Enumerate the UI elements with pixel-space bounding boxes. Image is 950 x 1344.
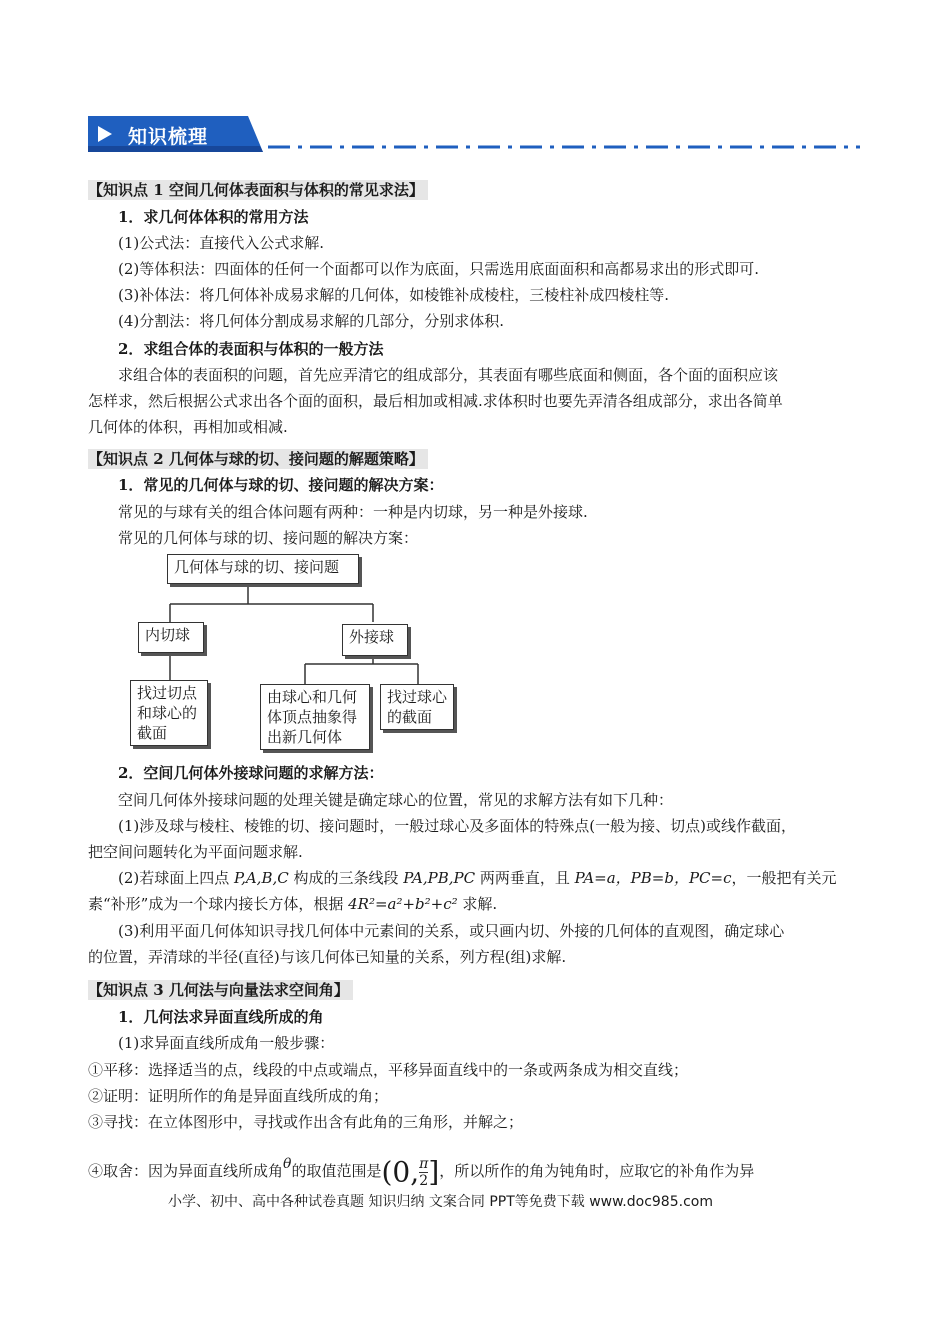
node-line: 找过切点: [137, 684, 198, 702]
s1-subheading-1: 1．求几何体体积的常用方法: [118, 208, 309, 226]
math-interval: [381, 1156, 439, 1189]
s2-para: 把空间问题转化为平面问题求解.: [88, 843, 303, 861]
s2-para: 常见的几何体与球的切、接问题的解决方案：: [118, 529, 419, 547]
diagram-outer-child-node-1: [260, 684, 370, 750]
diagram-root-node: 几何体与球的切、接问题: [167, 554, 359, 584]
s3-para-mixed: [88, 1146, 754, 1189]
s1-subheading-2: 2．求组合体的表面积与体积的一般方法: [118, 340, 384, 358]
s3-subheading-1: 1．几何法求异面直线所成的角: [118, 1008, 324, 1026]
fraction-den: 2: [419, 1172, 429, 1189]
s2-para: (1)涉及球与棱柱、棱锥的切、接问题时，一般过球心及多面体的特殊点(一般为接、切点)或线作截面，: [118, 817, 796, 835]
text: ④取舍：因为异面直线所成角: [88, 1162, 284, 1180]
node-line: 出新几何体: [267, 728, 343, 746]
s2-para: 常见的与球有关的组合体问题有两种：一种是内切球，另一种是外接球.: [118, 503, 588, 521]
page-footer: 小学、初中、高中各种试卷真题 知识归纳 文案合同 PPT等免费下载 www.doc985.com: [168, 1194, 713, 1210]
text: 两两垂直，且: [475, 869, 575, 887]
text: ，一般把有关元: [731, 869, 837, 887]
s2-para: 空间几何体外接球问题的处理关键是确定球心的位置，常见的求解方法有如下几种：: [118, 791, 674, 809]
interval-left: (0,: [381, 1155, 420, 1188]
node-line: 体顶点抽象得: [267, 708, 358, 726]
s3-para: ②证明：证明所作的角是异面直线所成的角；: [88, 1087, 389, 1105]
diagram-outer-child-node-2: [380, 684, 454, 730]
node-line: 找过球心: [387, 688, 448, 706]
s1-para: 几何体的体积，再相加或相减.: [88, 418, 288, 436]
diagram-inner-sphere-node: 内切球: [138, 622, 204, 653]
section-3-heading: 【知识点 3 几何法与向量法求空间角】: [88, 980, 353, 1000]
text: 素“补形”成为一个球内接长方体，根据: [88, 895, 349, 913]
text: 构成的三条线段: [288, 869, 404, 887]
diagram-outer-sphere-node: 外接球: [342, 624, 408, 656]
s2-para: (3)利用平面几何体知识寻找几何体中元素间的关系，或只画内切、外接的几何体的直观图，确定球心: [118, 922, 785, 940]
banner-title: 知识梳理: [128, 126, 209, 148]
section-2-heading: 【知识点 2 几何体与球的切、接问题的解题策略】: [88, 449, 428, 469]
s3-para: ①平移：选择适当的点，线段的中点或端点，平移异面直线中的一条或两条成为相交直线；: [88, 1061, 689, 1079]
s2-subheading-1: 1．常见的几何体与球的切、接问题的解决方案：: [118, 476, 444, 494]
s3-para: (1)求异面直线所成角一般步骤：: [118, 1034, 335, 1052]
s1-para: (4)分割法：将几何体分割成易求解的几部分，分别求体积.: [118, 312, 505, 330]
s3-para: ③寻找：在立体图形中，寻找或作出含有此角的三角形，并解之；: [88, 1113, 524, 1131]
node-line: 和球心的: [137, 704, 198, 722]
math-theta: θ: [283, 1156, 292, 1172]
text: 求解.: [457, 895, 498, 913]
math-formula: 4R²=a²+b²+c²: [348, 895, 458, 913]
s2-para: 的位置，弄清球的半径(直径)与该几何体已知量的关系，列方程(组)求解.: [88, 948, 567, 966]
section-1-heading: 【知识点 1 空间几何体表面积与体积的常见求法】: [88, 180, 428, 200]
s2-para-mixed: [118, 868, 837, 888]
diagram-inner-child-node: [130, 680, 208, 746]
text: ，所以所作的角为钝角时，应取它的补角作为异: [439, 1162, 755, 1180]
node-line: 的截面: [387, 708, 433, 726]
node-line: 截面: [137, 724, 168, 742]
text: 的取值范围是: [291, 1162, 382, 1180]
fraction: [419, 1156, 428, 1189]
math-points: P,A,B,C: [234, 869, 289, 887]
dashed-divider: [268, 145, 860, 149]
interval-right: ]: [428, 1155, 440, 1188]
node-line: 由球心和几何: [267, 688, 358, 706]
s2-para-mixed: [88, 894, 497, 914]
s1-para: 怎样求，然后根据公式求出各个面的面积，最后相加或相减.求体积时也要先弄清各组成部分，求出各简单: [88, 392, 783, 410]
s1-para: (2)等体积法：四面体的任何一个面都可以作为底面，只需选用底面面积和高都易求出的形式即可.: [118, 260, 760, 278]
s1-para: 求组合体的表面积的问题，首先应弄清它的组成部分，其表面有哪些底面和侧面，各个面的面积应该: [118, 366, 779, 384]
math-equalities: PA=a，PB=b，PC=c: [574, 869, 732, 887]
math-segments: PA,PB,PC: [403, 869, 476, 887]
s1-para: (3)补体法：将几何体补成易求解的几何体，如棱锥补成棱柱，三棱柱补成四棱柱等.: [118, 286, 670, 304]
text: (2)若球面上四点: [118, 869, 235, 887]
s1-para: (1)公式法：直接代入公式求解.: [118, 234, 325, 252]
section-banner: [88, 116, 263, 152]
s2-subheading-2: 2．空间几何体外接球问题的求解方法：: [118, 764, 384, 782]
fraction-num: π: [419, 1155, 429, 1172]
